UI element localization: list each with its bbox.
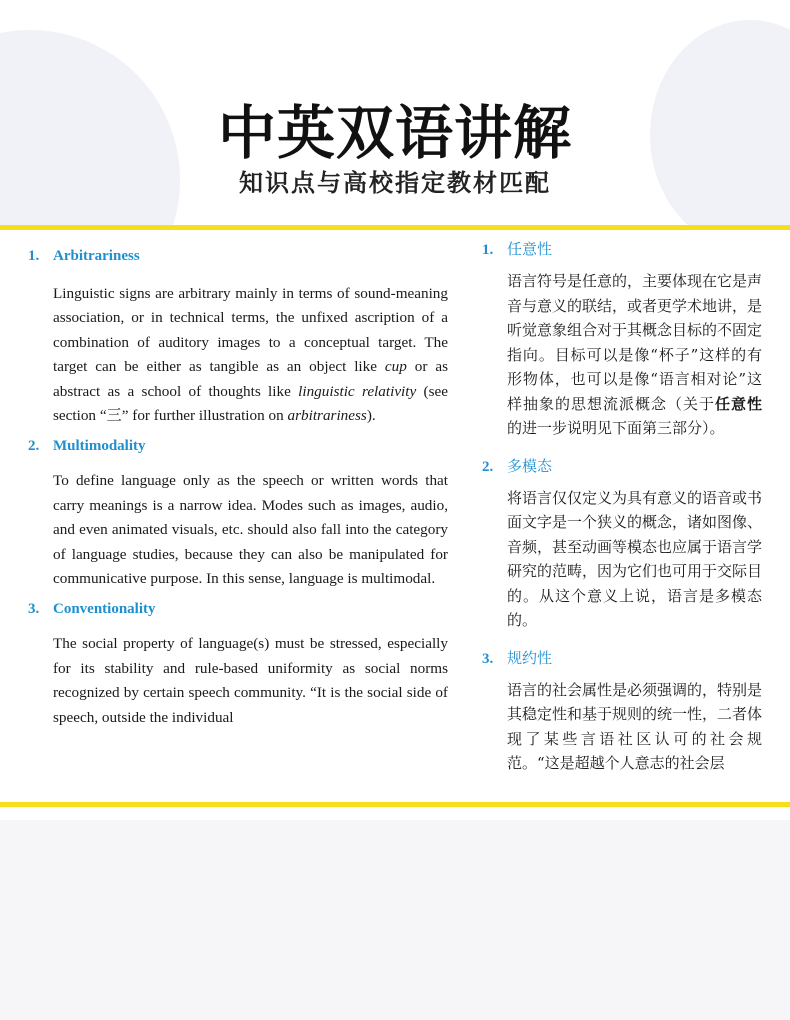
en-section-heading: Conventionality	[53, 601, 156, 618]
en-text: Linguistic signs are arbitrary mainly in terms of sound-meaning association, or in technical terms, the unfixed ascription of a combination of auditory images to a conceptual target. The target can be either as tangible as an object like	[53, 285, 448, 376]
en-section-heading: Multimodality	[53, 438, 146, 455]
zh-section-title	[482, 455, 762, 476]
zh-section-number: 1.	[482, 242, 494, 258]
en-text: ).	[366, 407, 376, 425]
en-section-title	[28, 438, 448, 455]
zh-section-number: 3.	[482, 650, 494, 667]
zh-paragraph: 语言的社会属性是必须强调的，特别是其稳定性和基于规则的统一性，二者体现了某些言语社区认可的社会规范。“这是超越个人意志的社会层	[507, 680, 763, 772]
en-section-number: 3.	[28, 601, 40, 618]
zh-paragraph: 将语言仅仅定义为具有意义的语音或书面文字是一个狭义的概念，诸如图像、音频，甚至动画等模态也应属于语言学研究的范畴，因为它们也可用于交际目的。从这个意义上说，语言是多模态的。	[507, 488, 763, 629]
page-title: 中英双语讲解	[217, 99, 572, 167]
en-text: (see section “三” for further illustration on	[53, 382, 449, 425]
en-paragraph: To define language only as the speech or written words that carry meanings is a narrow idea. Modes such as images, audio, and even animated visuals, etc. should also fall into the category of language studies, because they can also be manipulated for communicative purpose. In this sense, language is multimodal.	[53, 472, 448, 588]
zh-text: 的进一步说明见下面第三部分）。	[507, 419, 725, 437]
en-emphasis: cup	[384, 358, 407, 376]
bilingual-panel	[0, 225, 790, 807]
zh-section-title	[482, 238, 762, 259]
en-section-title	[28, 248, 448, 265]
zh-section-heading: 多模态	[507, 456, 553, 475]
en-section-heading: Arbitrariness	[53, 248, 140, 264]
en-section-number: 1.	[28, 248, 40, 264]
page-subtitle: 知识点与高校指定教材匹配	[239, 169, 551, 197]
zh-paragraph	[482, 269, 762, 441]
zh-section-title	[482, 647, 762, 668]
en-paragraph	[28, 282, 448, 428]
en-text: or as abstract as a school of thoughts like	[53, 358, 448, 400]
chinese-column	[482, 238, 762, 776]
english-column	[28, 248, 448, 730]
en-paragraph: The social property of language(s) must be stressed, especially for its stability and rule-based uniformity as social norms recognized by certain speech community. “It is the social side of speech, outside the individual	[53, 635, 448, 726]
zh-section-number: 2.	[482, 458, 494, 475]
zh-section-heading: 任意性	[507, 240, 553, 258]
en-section-number: 2.	[28, 438, 40, 455]
en-emphasis: linguistic relativity	[298, 382, 417, 400]
zh-emphasis: 任意性	[714, 394, 762, 413]
en-section-title	[28, 601, 448, 618]
en-emphasis: arbitrariness	[287, 407, 367, 425]
zh-section-heading: 规约性	[507, 648, 553, 667]
zh-text: 语言符号是任意的，主要体现在它是声音与意义的联结，或者更学术地讲，是听觉意象组合对于其概念目标的不固定指向。目标可以是像“杯子”这样的有形物体，也可以是像“语言相对论”这样抽象的思想流派概念（关于	[507, 272, 763, 413]
decor-footer-band	[0, 820, 790, 1020]
